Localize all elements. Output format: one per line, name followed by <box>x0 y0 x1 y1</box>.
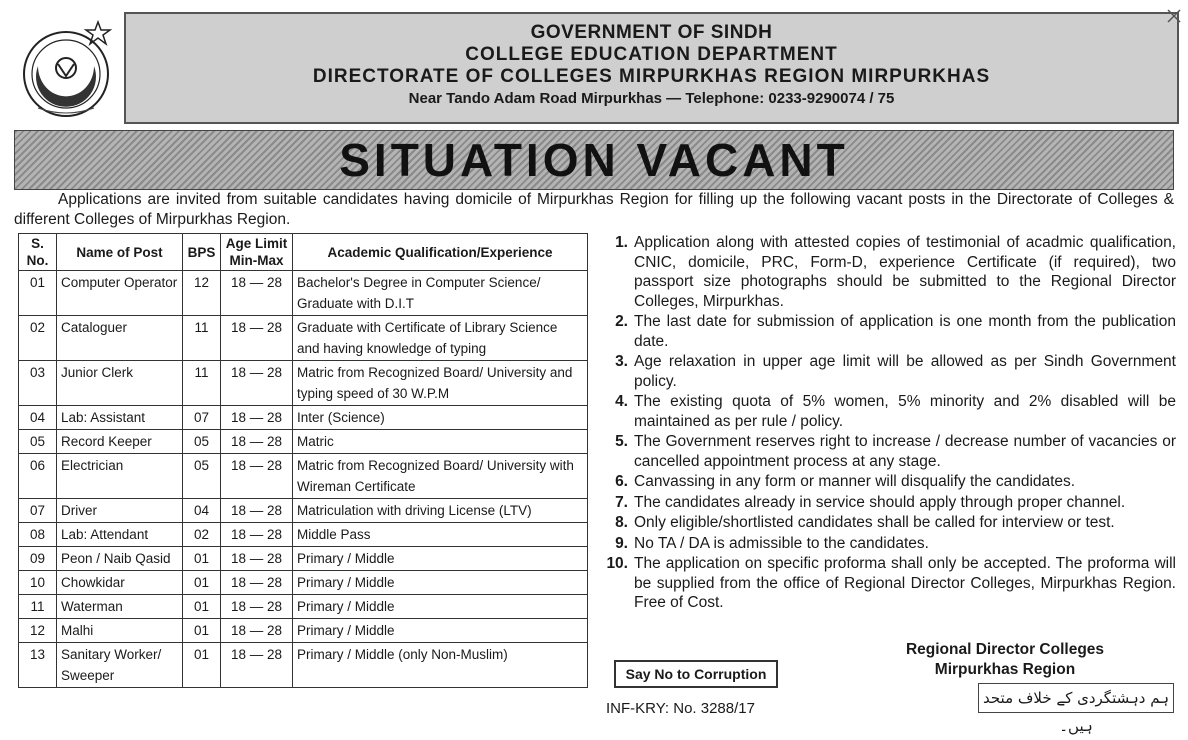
cell-qualification: Primary / Middle <box>293 619 588 643</box>
say-no-to-corruption-box: Say No to Corruption <box>614 660 778 688</box>
cell-qualification: Matric from Recognized Board/ University with Wireman Certificate <box>293 454 588 499</box>
cell-sno: 08 <box>19 523 57 547</box>
cell-age: 18 — 28 <box>221 271 293 316</box>
cell-sno: 06 <box>19 454 57 499</box>
list-item <box>604 493 1176 513</box>
cell-qualification: Bachelor's Degree in Computer Science/ Graduate with D.I.T <box>293 271 588 316</box>
inf-number: INF-KRY: No. 3288/17 <box>606 700 755 717</box>
cell-sno: 13 <box>19 643 57 688</box>
list-item <box>604 392 1176 431</box>
header-directorate: DIRECTORATE OF COLLEGES MIRPURKHAS REGION MIRPURKHAS <box>312 66 991 87</box>
cell-qualification: Middle Pass <box>293 523 588 547</box>
cell-bps: 01 <box>183 571 221 595</box>
cell-age: 18 — 28 <box>221 547 293 571</box>
header-sno: S. No. <box>19 234 57 271</box>
condition-number: 4. <box>615 393 628 410</box>
header-name-of-post: Name of Post <box>57 234 183 271</box>
condition-text: Canvassing in any form or manner will disqualify the candidates. <box>634 473 1076 490</box>
cell-age: 18 — 28 <box>221 571 293 595</box>
cell-bps: 11 <box>183 361 221 406</box>
cell-post-name: Driver <box>57 499 183 523</box>
conditions-list <box>604 233 1176 614</box>
cell-qualification: Inter (Science) <box>293 406 588 430</box>
cell-qualification: Graduate with Certificate of Library Science and having knowledge of typing <box>293 316 588 361</box>
table-row <box>19 547 588 571</box>
cell-qualification: Primary / Middle <box>293 595 588 619</box>
cell-post-name: Junior Clerk <box>57 361 183 406</box>
cell-age: 18 — 28 <box>221 619 293 643</box>
cell-sno: 05 <box>19 430 57 454</box>
list-item <box>604 472 1176 492</box>
cell-qualification: Primary / Middle <box>293 571 588 595</box>
table-row <box>19 619 588 643</box>
cell-bps: 05 <box>183 430 221 454</box>
cell-sno: 01 <box>19 271 57 316</box>
cell-sno: 07 <box>19 499 57 523</box>
condition-number: 1. <box>615 234 628 251</box>
cell-age: 18 — 28 <box>221 454 293 499</box>
table-row <box>19 523 588 547</box>
table-row <box>19 406 588 430</box>
table-row <box>19 454 588 499</box>
header-age-limit: Age Limit Min-Max <box>221 234 293 271</box>
cell-post-name: Electrician <box>57 454 183 499</box>
banner-title: SITUATION VACANT <box>339 134 849 186</box>
cell-bps: 01 <box>183 619 221 643</box>
list-item <box>604 534 1176 554</box>
cell-age: 18 — 28 <box>221 406 293 430</box>
header-department: COLLEGE EDUCATION DEPARTMENT <box>465 44 838 65</box>
condition-text: The application on specific proforma shall only be accepted. The proforma will be supplied from the office of Regional Director Colleges, Mirpurkhas Region. Free of Cost. <box>634 555 1176 611</box>
header-box <box>124 12 1179 124</box>
cell-post-name: Peon / Naib Qasid <box>57 547 183 571</box>
cell-sno: 04 <box>19 406 57 430</box>
condition-text: Age relaxation in upper age limit will be allowed as per Sindh Government policy. <box>634 353 1176 390</box>
cell-qualification: Primary / Middle <box>293 547 588 571</box>
cell-sno: 10 <box>19 571 57 595</box>
list-item <box>604 432 1176 471</box>
cell-qualification: Matric <box>293 430 588 454</box>
header-bps: BPS <box>183 234 221 271</box>
condition-number: 3. <box>615 353 628 370</box>
intro-paragraph: Applications are invited from suitable candidates having domicile of Mirpurkhas Region for filling up the following vacant posts in the Directorate of Colleges & different Colleges of Mirpurkhas Region. <box>14 191 1174 228</box>
urdu-slogan-box: ہم دہشتگردی کے خلاف متحد ہیں۔ <box>978 683 1174 713</box>
header <box>14 8 1174 126</box>
cell-sno: 11 <box>19 595 57 619</box>
header-qualification: Academic Qualification/Experience <box>293 234 588 271</box>
condition-number: 6. <box>615 473 628 490</box>
corner-mark-icon <box>1164 6 1184 26</box>
table-row <box>19 271 588 316</box>
table-row <box>19 316 588 361</box>
cell-bps: 01 <box>183 547 221 571</box>
cell-sno: 12 <box>19 619 57 643</box>
cell-qualification: Matric from Recognized Board/ University and typing speed of 30 W.P.M <box>293 361 588 406</box>
list-item <box>604 554 1176 613</box>
cell-age: 18 — 28 <box>221 523 293 547</box>
cell-post-name: Chowkidar <box>57 571 183 595</box>
list-item <box>604 233 1176 311</box>
cell-post-name: Cataloguer <box>57 316 183 361</box>
signature-title: Regional Director Colleges <box>905 641 1105 658</box>
signature-region: Mirpurkhas Region <box>934 661 1076 678</box>
cell-sno: 03 <box>19 361 57 406</box>
cell-bps: 12 <box>183 271 221 316</box>
condition-number: 2. <box>615 313 628 330</box>
cell-bps: 02 <box>183 523 221 547</box>
cell-sno: 02 <box>19 316 57 361</box>
cell-qualification: Primary / Middle (only Non-Muslim) <box>293 643 588 688</box>
cell-post-name: Malhi <box>57 619 183 643</box>
table-row <box>19 499 588 523</box>
condition-number: 8. <box>615 514 628 531</box>
cell-age: 18 — 28 <box>221 643 293 688</box>
header-government: GOVERNMENT OF SINDH <box>530 22 773 43</box>
cell-age: 18 — 28 <box>221 361 293 406</box>
cell-age: 18 — 28 <box>221 430 293 454</box>
cell-sno: 09 <box>19 547 57 571</box>
condition-text: The Government reserves right to increase / decrease number of vacancies or cancelled appointment process at any stage. <box>634 433 1176 470</box>
condition-text: Application along with attested copies of testimonial of acadmic qualification, CNIC, domicile, PRC, Form-D, experience Certificate (if required), two passport size photographs should be submitted to the Regional Director Colleges, Mirpurkhas. <box>634 234 1176 310</box>
list-item <box>604 352 1176 391</box>
situation-vacant-banner <box>14 130 1174 190</box>
table-row <box>19 595 588 619</box>
cell-post-name: Computer Operator <box>57 271 183 316</box>
condition-text: No TA / DA is admissible to the candidates. <box>634 534 929 552</box>
table-row <box>19 361 588 406</box>
cell-bps: 04 <box>183 499 221 523</box>
cell-bps: 11 <box>183 316 221 361</box>
condition-text: Only eligible/shortlisted candidates shall be called for interview or test. <box>634 514 1115 531</box>
cell-bps: 05 <box>183 454 221 499</box>
cell-age: 18 — 28 <box>221 595 293 619</box>
condition-number: 10. <box>606 555 628 572</box>
cell-age: 18 — 28 <box>221 316 293 361</box>
header-address: Near Tando Adam Road Mirpurkhas — Telephone: 0233-9290074 / 75 <box>408 90 895 107</box>
cell-post-name: Waterman <box>57 595 183 619</box>
cell-post-name: Record Keeper <box>57 430 183 454</box>
sindh-government-seal-icon <box>18 16 118 120</box>
condition-number: 5. <box>615 433 628 450</box>
signature-block <box>840 640 1170 680</box>
condition-number: 7. <box>615 493 628 511</box>
cell-bps: 01 <box>183 595 221 619</box>
vacant-posts-table <box>18 233 588 688</box>
list-item <box>604 513 1176 533</box>
cell-bps: 07 <box>183 406 221 430</box>
table-header-row <box>19 234 588 271</box>
cell-age: 18 — 28 <box>221 499 293 523</box>
list-item <box>604 312 1176 351</box>
table-row <box>19 643 588 688</box>
cell-bps: 01 <box>183 643 221 688</box>
condition-text: The last date for submission of application is one month from the publication date. <box>634 313 1176 350</box>
condition-number: 9. <box>615 534 628 552</box>
cell-post-name: Sanitary Worker/ Sweeper <box>57 643 183 688</box>
condition-text: The candidates already in service should apply through proper channel. <box>634 493 1126 511</box>
condition-text: The existing quota of 5% women, 5% minority and 2% disabled will be maintained as per rule / policy. <box>634 393 1176 430</box>
table-row <box>19 430 588 454</box>
cell-post-name: Lab: Assistant <box>57 406 183 430</box>
cell-qualification: Matriculation with driving License (LTV) <box>293 499 588 523</box>
cell-post-name: Lab: Attendant <box>57 523 183 547</box>
table-row <box>19 571 588 595</box>
